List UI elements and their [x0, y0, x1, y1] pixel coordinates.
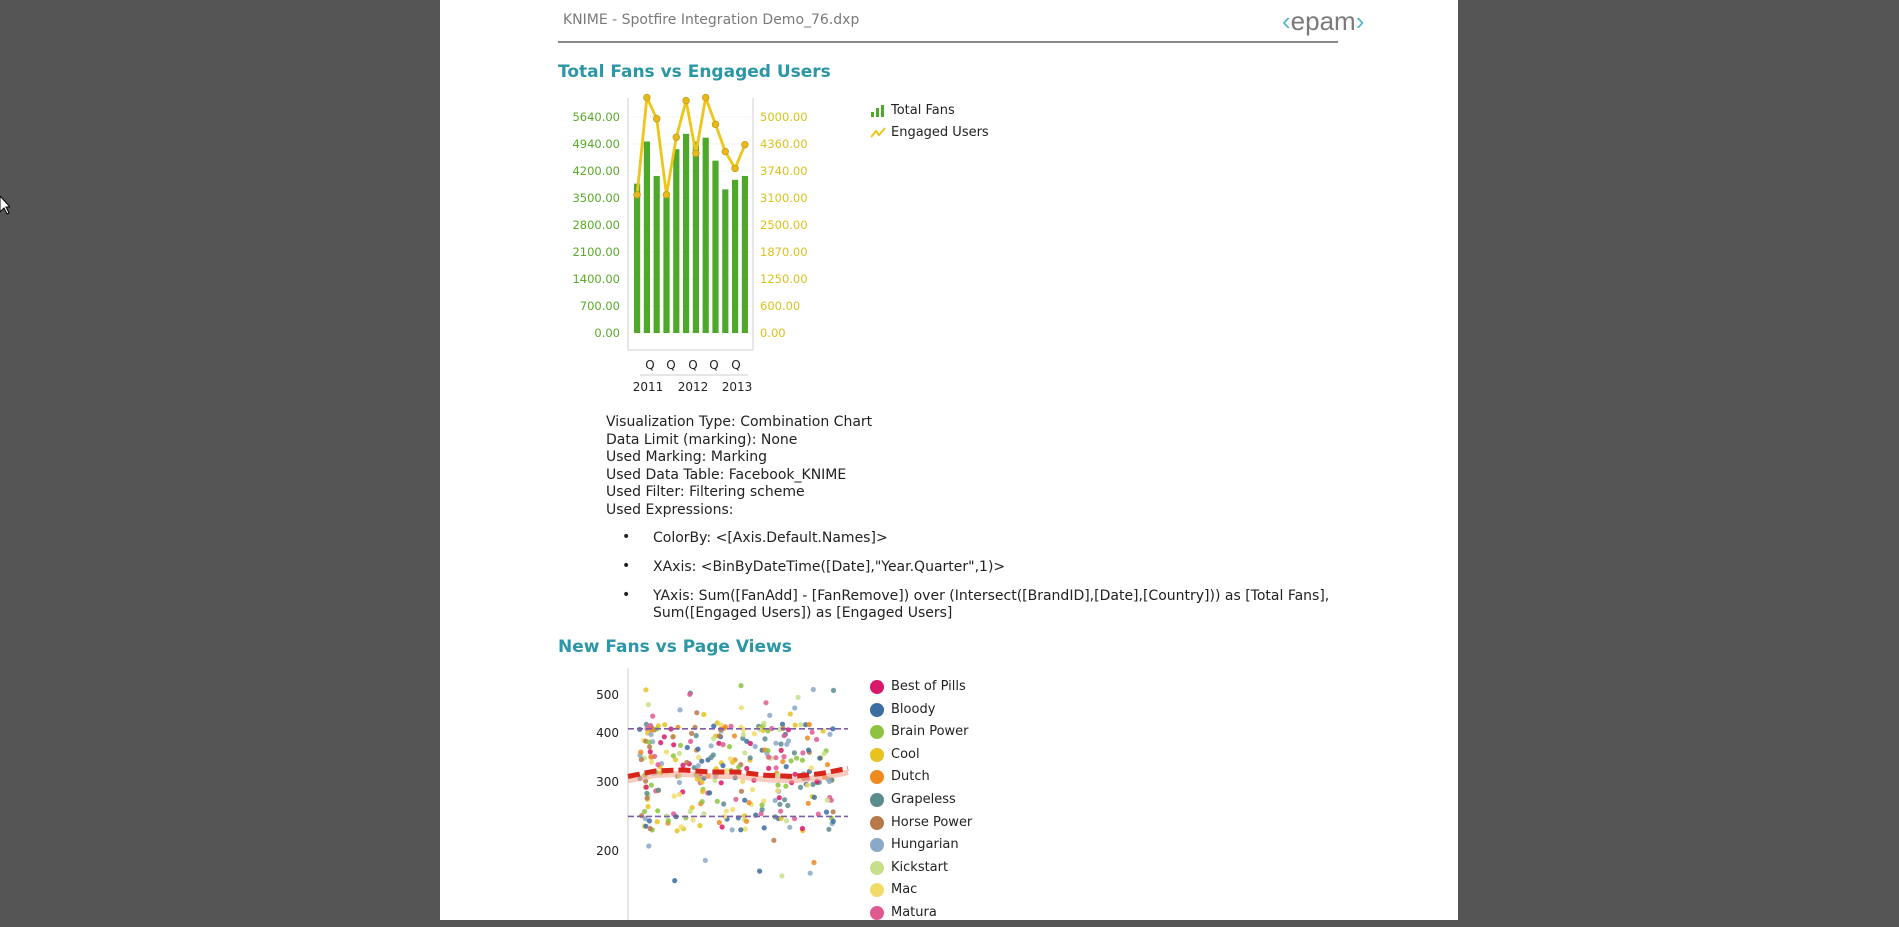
right-axis-tick-label: 4360.00 [760, 137, 808, 151]
engaged-users-point [673, 134, 680, 141]
scatter-point [777, 795, 782, 800]
total-fans-bar [654, 176, 660, 333]
scatter-point [778, 741, 783, 746]
engaged-users-point [742, 141, 749, 148]
scatter-point [709, 755, 714, 760]
legend-label: Matura [891, 905, 937, 920]
scatter-point [739, 789, 744, 794]
scatter-point [738, 683, 743, 688]
info-line: Data Limit (marking): None [606, 431, 798, 448]
scatter-point [760, 807, 765, 812]
scatter-point [796, 695, 801, 700]
scatter-point [694, 733, 699, 738]
legend-label: Kickstart [891, 859, 949, 875]
scatter-point [767, 713, 772, 718]
total-fans-bar [634, 184, 640, 333]
scatter-point [648, 749, 653, 754]
scatter-point [766, 766, 771, 771]
info-line: Used Filter: Filtering scheme [606, 484, 805, 500]
x-year-label: 2013 [721, 380, 753, 394]
scatter-point [679, 824, 684, 829]
scatter-point [822, 751, 827, 756]
legend-swatch-icon [870, 725, 884, 739]
scatter-point [817, 756, 822, 761]
x-quarter-label: Q [731, 358, 741, 372]
scatter-point [700, 789, 705, 794]
bullet-icon: • [622, 529, 631, 545]
right-axis-tick-label: 1250.00 [760, 272, 808, 286]
scatter-point [774, 765, 779, 770]
scatter-point [644, 785, 649, 790]
scatter-point [783, 784, 788, 789]
legend-swatch-icon [870, 838, 884, 852]
scatter-point [685, 745, 690, 750]
scatter-point [773, 755, 778, 760]
scatter-point [748, 755, 753, 760]
scatter-point [717, 733, 722, 738]
scatter-point [748, 741, 753, 746]
scatter-point [782, 733, 787, 738]
scatter-point [794, 756, 799, 761]
scatter-point [655, 808, 660, 813]
scatter-point [695, 747, 700, 752]
scatter-point [826, 827, 831, 832]
engaged-users-point [634, 191, 641, 198]
legend-swatch-icon [870, 906, 884, 920]
scatter-point [707, 790, 712, 795]
left-axis-tick-label: 3500.00 [572, 191, 620, 205]
document-title: KNIME - Spotfire Integration Demo_76.dxp [563, 12, 860, 28]
x-quarter-label: Q [688, 358, 698, 372]
scatter-point [805, 783, 810, 788]
x-year-label: 2011 [632, 380, 664, 394]
scatter-point [715, 799, 720, 804]
legend-swatch-icon [870, 703, 884, 717]
scatter-point [800, 750, 805, 755]
engaged-users-point [722, 148, 729, 155]
legend-label: Best of Pills [891, 679, 966, 694]
scatter-point [697, 823, 702, 828]
scatter-point [688, 809, 693, 814]
scatter-point [778, 809, 783, 814]
scatter-point [699, 780, 704, 785]
scatter-point [646, 843, 651, 848]
scatter-point [824, 810, 829, 815]
scatter-point [655, 819, 660, 824]
legend-label: Grapeless [891, 792, 956, 807]
scatter-point [736, 765, 741, 770]
right-axis-tick-label: 0.00 [760, 326, 786, 340]
scatter-point [703, 858, 708, 863]
scatter-point [800, 826, 805, 831]
legend-label: Cool [891, 746, 920, 762]
scatter-point [800, 758, 805, 763]
scatter-point [811, 687, 816, 692]
scatter-point [788, 711, 793, 716]
total-fans-bar [722, 189, 728, 333]
expression-text: ColorBy: <[Axis.Default.Names]> [653, 530, 888, 546]
total-fans-bar [644, 142, 650, 333]
scatter-point [792, 705, 797, 710]
epam-logo: ‹epam› [1282, 6, 1365, 36]
scatter-point [694, 710, 699, 715]
scatter-point [810, 730, 815, 735]
info-line: Used Expressions: [606, 501, 734, 518]
scatter-point [677, 780, 682, 785]
legend-swatch-icon [870, 883, 884, 897]
scatter-point [831, 688, 836, 693]
scatter-point [808, 871, 813, 876]
line-series-icon [870, 126, 886, 140]
right-axis-tick-label: 5000.00 [760, 110, 808, 124]
scatter-point [642, 809, 647, 814]
left-axis-tick-label: 4200.00 [572, 164, 620, 178]
expression-text: XAxis: <BinByDateTime([Date],"Year.Quarter",1)> [653, 559, 1006, 575]
left-axis-tick-label: 2800.00 [572, 218, 620, 232]
scatter-point [784, 764, 789, 769]
scatter-point [647, 818, 652, 823]
legend-label: Mac [891, 882, 918, 898]
scatter-point [762, 736, 767, 741]
scatter-point [644, 791, 649, 796]
engaged-users-point [644, 94, 651, 101]
scatter-point [831, 819, 836, 824]
scatter-point [765, 748, 770, 753]
legend-label: Brain Power [891, 724, 969, 740]
total-fans-bar [683, 134, 689, 333]
scatter-point [785, 803, 790, 808]
legend-swatch-icon [870, 770, 884, 784]
scatter-point [677, 751, 682, 756]
scatter-point [739, 705, 744, 710]
scatter-point [807, 722, 812, 727]
scatter-point [750, 787, 755, 792]
scatter-point [645, 796, 650, 801]
scatter-point [711, 724, 716, 729]
scatter-point [671, 742, 676, 747]
legend-label: Hungarian [891, 837, 959, 853]
total-fans-bar [693, 142, 699, 333]
right-axis-tick-label: 1870.00 [760, 245, 808, 259]
scatter-point [732, 733, 737, 738]
right-axis-tick-label: 600.00 [760, 299, 801, 313]
total-fans-bar [673, 149, 679, 333]
scatter-point [646, 702, 651, 707]
scatter-point [742, 798, 747, 803]
legend-swatch-icon [870, 793, 884, 807]
scatter-point [757, 869, 762, 874]
total-fans-bar [742, 176, 748, 333]
scatter-point [701, 811, 706, 816]
scatter-point [643, 687, 648, 692]
section-title-new-fans: New Fans vs Page Views [558, 637, 792, 657]
scatter-point [742, 750, 747, 755]
scatter-point [724, 768, 729, 773]
scatter-point [782, 797, 787, 802]
engaged-users-point [712, 121, 719, 128]
scatter-point [831, 809, 836, 814]
scatter-point [650, 714, 655, 719]
engaged-users-point [693, 150, 700, 157]
total-fans-bar [703, 138, 709, 333]
scatter-point [664, 749, 669, 754]
bullet-icon: • [622, 587, 631, 603]
scatter-point [721, 742, 726, 747]
scatter-point [666, 818, 671, 823]
x-quarter-label: Q [666, 358, 676, 372]
scatter-point [649, 783, 654, 788]
left-axis-tick-label: 0.00 [594, 326, 620, 340]
scatter-point [662, 734, 667, 739]
scatter-point [696, 763, 701, 768]
scatter-point [792, 750, 797, 755]
bullet-icon: • [622, 558, 631, 574]
scatter-point [724, 809, 729, 814]
scatter-point [733, 797, 738, 802]
scatter-point [646, 740, 651, 745]
header-divider [558, 41, 1338, 43]
scatter-point [655, 762, 660, 767]
scatter-point [647, 744, 652, 749]
scatter-point [721, 801, 726, 806]
scatter-point [787, 825, 792, 830]
scatter-point [727, 744, 732, 749]
scatter-chart[interactable] [558, 668, 858, 920]
scatter-point [827, 732, 832, 737]
engaged-users-point [702, 94, 709, 101]
scatter-point [762, 825, 767, 830]
scatter-point [747, 800, 752, 805]
scatter-point [672, 878, 677, 883]
engaged-users-point [683, 97, 690, 104]
scatter-point [688, 739, 693, 744]
scatter-point [775, 788, 780, 793]
scatter-point [741, 732, 746, 737]
scatter-point [720, 763, 725, 768]
y-axis-tick-label: 500 [596, 688, 619, 702]
scatter-point [789, 758, 794, 763]
visualization-info [606, 414, 872, 519]
scatter-point [784, 742, 789, 747]
scatter-point [812, 795, 817, 800]
scatter-point [777, 802, 782, 807]
scatter-point [763, 700, 768, 705]
scatter-point [730, 807, 735, 812]
scatter-point [711, 736, 716, 741]
scatter-point [638, 750, 643, 755]
x-quarter-label: Q [709, 358, 719, 372]
info-line: Used Data Table: Facebook_KNIME [606, 466, 847, 483]
mouse-cursor-icon [0, 196, 10, 216]
scatter-point [775, 783, 780, 788]
scatter-point [701, 712, 706, 717]
scatter-point [779, 748, 784, 753]
scatter-point [646, 804, 651, 809]
y-axis-tick-label: 400 [596, 725, 619, 740]
scatter-point [814, 737, 819, 742]
scatter-point [780, 759, 785, 764]
total-fans-bar [663, 193, 669, 333]
left-axis-tick-label: 4940.00 [572, 137, 620, 151]
scatter-point [793, 723, 798, 728]
scatter-point [798, 785, 803, 790]
x-year-label: 2012 [677, 380, 709, 394]
scatter-point [793, 772, 798, 777]
scatter-point [648, 754, 653, 759]
engaged-users-point [732, 165, 739, 172]
engaged-users-line [637, 98, 745, 195]
scatter-point [779, 873, 784, 878]
section-title-total-fans: Total Fans vs Engaged Users [558, 62, 831, 82]
scatter-point [728, 756, 733, 761]
legend-swatch-icon [870, 748, 884, 762]
legend-label: Horse Power [891, 814, 973, 830]
left-axis-tick-label: 5640.00 [572, 110, 620, 124]
scatter-point [811, 860, 816, 865]
y-axis-tick-label: 300 [596, 774, 619, 789]
scatter-point [709, 743, 714, 748]
scatter-point [656, 788, 661, 793]
legend-label: Engaged Users [891, 125, 989, 140]
scatter-point [766, 755, 771, 760]
combination-chart[interactable] [558, 92, 858, 402]
scatter-point [744, 766, 749, 771]
scatter-point [786, 727, 791, 732]
scatter-point [827, 779, 832, 784]
scatter-point [744, 819, 749, 824]
scatter-point [671, 753, 676, 758]
scatter-point [717, 820, 722, 825]
scatter-point [687, 692, 692, 697]
scatter-point [678, 743, 683, 748]
scatter-point [649, 760, 654, 765]
scatter-point [680, 763, 685, 768]
bar-series-icon [870, 104, 886, 118]
info-line: Used Marking: Marking [606, 449, 767, 465]
scatter-point [649, 732, 654, 737]
scatter-point [690, 817, 695, 822]
legend-label: Dutch [891, 769, 930, 785]
scatter-point [675, 828, 680, 833]
scatter-point [700, 799, 705, 804]
scatter-point [720, 824, 725, 829]
scatter-point [753, 744, 758, 749]
report-page [440, 0, 1458, 920]
left-axis-tick-label: 1400.00 [572, 272, 620, 286]
scatter-point [825, 798, 830, 803]
scatter-point [689, 731, 694, 736]
info-line: Visualization Type: Combination Chart [606, 414, 873, 430]
scatter-point [658, 740, 663, 745]
left-axis-tick-label: 2100.00 [572, 245, 620, 259]
legend-swatch-icon [870, 680, 884, 694]
x-quarter-label: Q [645, 358, 655, 372]
scatter-point [670, 734, 675, 739]
scatter-point [677, 707, 682, 712]
left-axis-tick-label: 700.00 [579, 299, 620, 313]
legend-swatch-icon [870, 816, 884, 830]
engaged-users-point [663, 191, 670, 198]
right-axis-tick-label: 3100.00 [760, 191, 808, 205]
expression-text: YAxis: Sum([FanAdd] - [FanRemove]) over (Intersect([BrandID],[Date],[Country])) as [Total Fans], Sum([Engaged Users]) as [Engaged Users] [653, 588, 1330, 621]
scatter-point [738, 827, 743, 832]
scatter-point [662, 722, 667, 727]
y-axis-tick-label: 200 [596, 844, 619, 858]
scatter-point [806, 748, 811, 753]
right-axis-tick-label: 3740.00 [760, 164, 808, 178]
scatter-point [677, 792, 682, 797]
scatter-point [798, 722, 803, 727]
scatter-point [730, 827, 735, 832]
scatter-point [773, 741, 778, 746]
total-fans-bar [732, 180, 738, 333]
scatter-point [762, 721, 767, 726]
scatter-point [809, 765, 814, 770]
legend-swatch-icon [870, 861, 884, 875]
scatter-point [784, 818, 789, 823]
scatter-point [810, 782, 815, 787]
scatter-point [781, 754, 786, 759]
legend-label: Total Fans [891, 103, 955, 118]
legend-label: Bloody [891, 701, 936, 717]
scatter-point [805, 735, 810, 740]
engaged-users-point [653, 115, 660, 122]
scatter-point [759, 803, 764, 808]
scatter-point [752, 731, 757, 736]
right-axis-tick-label: 2500.00 [760, 218, 808, 232]
scatter-point [771, 838, 776, 843]
scatter-point [825, 762, 830, 767]
total-fans-bar [712, 161, 718, 333]
scatter-point [719, 780, 724, 785]
scatter-point [806, 801, 811, 806]
scatter-point [672, 794, 677, 799]
scatter-point [648, 826, 653, 831]
scatter-point [699, 759, 704, 764]
